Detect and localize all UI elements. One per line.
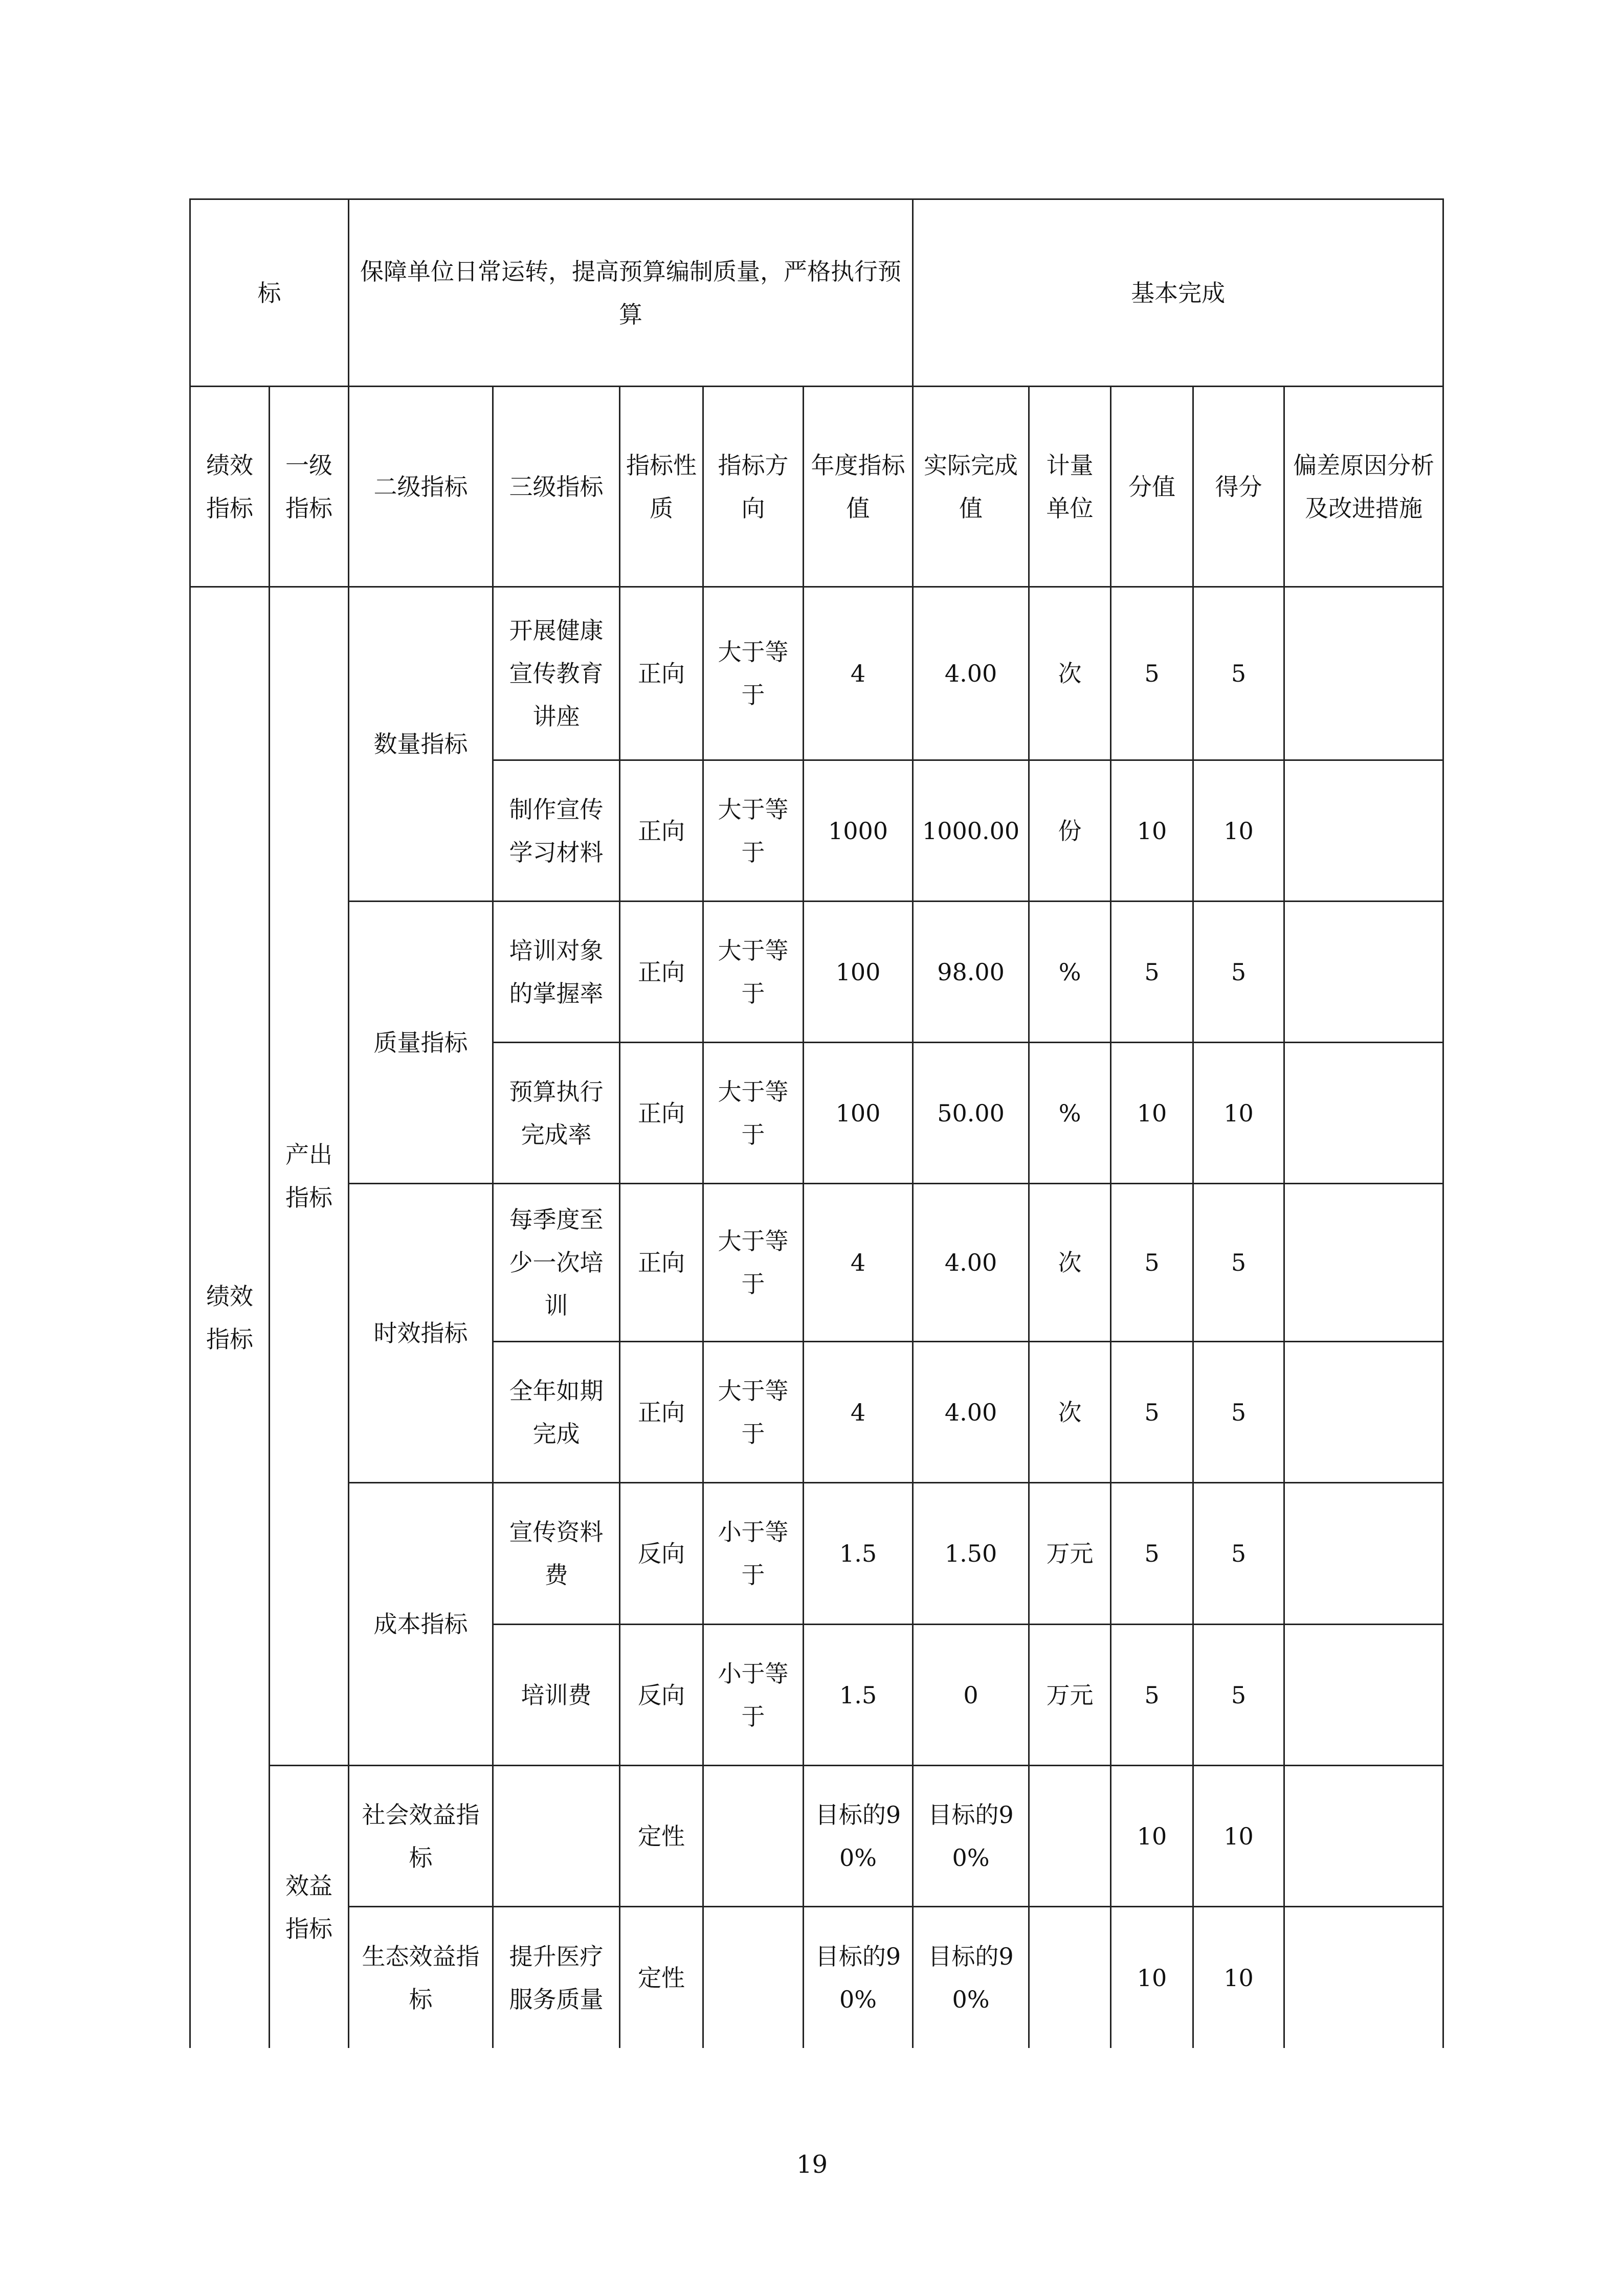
table-row — [190, 1766, 1443, 1907]
header-actual: 实际完成值 — [913, 387, 1029, 587]
deviation-cell — [1284, 587, 1443, 760]
actual-cell: 50.00 — [913, 1043, 1029, 1184]
unit-cell: 次 — [1029, 1342, 1111, 1483]
deviation-cell — [1284, 1043, 1443, 1184]
score-cell: 5 — [1193, 587, 1284, 760]
nature-cell: 反向 — [620, 1483, 703, 1625]
nature-cell: 反向 — [620, 1625, 703, 1766]
annual-target-cell: 4 — [804, 1184, 913, 1342]
level3-cell: 提升医疗服务质量 — [493, 1907, 620, 2048]
level3-cell: 宣传资料费 — [493, 1483, 620, 1625]
level3-cell: 开展健康宣传教育讲座 — [493, 587, 620, 760]
header-annual-target: 年度指标值 — [804, 387, 913, 587]
score-cell: 5 — [1193, 1625, 1284, 1766]
goal-label-cell: 标 — [190, 199, 349, 387]
unit-cell — [1029, 1766, 1111, 1907]
unit-cell: 万元 — [1029, 1483, 1111, 1625]
actual-cell: 目标的90% — [913, 1766, 1029, 1907]
actual-cell: 98.00 — [913, 902, 1029, 1043]
score-cell: 5 — [1193, 1342, 1284, 1483]
level3-cell: 每季度至少一次培训 — [493, 1184, 620, 1342]
page-number: 19 — [796, 2150, 828, 2179]
score-value-cell: 5 — [1111, 902, 1193, 1043]
nature-cell: 定性 — [620, 1907, 703, 2048]
actual-cell: 目标的90% — [913, 1907, 1029, 2048]
score-cell: 5 — [1193, 1483, 1284, 1625]
cost-subgroup-cell: 成本指标 — [349, 1483, 493, 1766]
annual-target-cell: 4 — [804, 1342, 913, 1483]
header-level1: 一级指标 — [270, 387, 349, 587]
nature-cell: 正向 — [620, 587, 703, 760]
header-row — [190, 387, 1443, 587]
annual-target-cell: 目标的90% — [804, 1766, 913, 1907]
score-value-cell: 5 — [1111, 1625, 1193, 1766]
table-row — [190, 902, 1443, 1043]
actual-cell: 1.50 — [913, 1483, 1029, 1625]
unit-cell: 次 — [1029, 1184, 1111, 1342]
header-unit: 计量单位 — [1029, 387, 1111, 587]
deviation-cell — [1284, 1766, 1443, 1907]
deviation-cell — [1284, 1907, 1443, 2048]
header-nature: 指标性质 — [620, 387, 703, 587]
nature-cell: 正向 — [620, 1184, 703, 1342]
level3-cell: 培训对象的掌握率 — [493, 902, 620, 1043]
goal-completion-cell: 基本完成 — [913, 199, 1443, 387]
score-value-cell: 10 — [1111, 1907, 1193, 2048]
level3-cell — [493, 1766, 620, 1907]
nature-cell: 正向 — [620, 760, 703, 902]
nature-cell: 定性 — [620, 1766, 703, 1907]
quality-subgroup-cell: 质量指标 — [349, 902, 493, 1184]
direction-cell: 大于等于 — [703, 1043, 804, 1184]
benefit-group-cell: 效益指标 — [270, 1766, 349, 2048]
annual-target-cell: 目标的90% — [804, 1907, 913, 2048]
score-cell: 5 — [1193, 902, 1284, 1043]
score-value-cell: 5 — [1111, 1184, 1193, 1342]
score-value-cell: 10 — [1111, 1043, 1193, 1184]
deviation-cell — [1284, 1342, 1443, 1483]
header-level2: 二级指标 — [349, 387, 493, 587]
deviation-cell — [1284, 1184, 1443, 1342]
annual-target-cell: 100 — [804, 902, 913, 1043]
table-row — [190, 1907, 1443, 2048]
score-value-cell: 5 — [1111, 587, 1193, 760]
direction-cell — [703, 1766, 804, 1907]
header-level3: 三级指标 — [493, 387, 620, 587]
score-cell: 5 — [1193, 1184, 1284, 1342]
score-value-cell: 5 — [1111, 1483, 1193, 1625]
annual-target-cell: 1000 — [804, 760, 913, 902]
header-direction: 指标方向 — [703, 387, 804, 587]
level3-cell: 制作宣传学习材料 — [493, 760, 620, 902]
annual-target-cell: 1.5 — [804, 1483, 913, 1625]
deviation-cell — [1284, 760, 1443, 902]
actual-cell: 1000.00 — [913, 760, 1029, 902]
unit-cell: 份 — [1029, 760, 1111, 902]
actual-cell: 4.00 — [913, 1342, 1029, 1483]
unit-cell: % — [1029, 1043, 1111, 1184]
actual-cell: 4.00 — [913, 587, 1029, 760]
output-group-cell: 产出指标 — [270, 587, 349, 1766]
score-value-cell: 10 — [1111, 760, 1193, 902]
social-subgroup-cell: 社会效益指标 — [349, 1766, 493, 1907]
nature-cell: 正向 — [620, 902, 703, 1043]
quantity-subgroup-cell: 数量指标 — [349, 587, 493, 901]
annual-target-cell: 4 — [804, 587, 913, 760]
score-cell: 10 — [1193, 1043, 1284, 1184]
direction-cell: 大于等于 — [703, 902, 804, 1043]
header-perf: 绩效指标 — [190, 387, 270, 587]
annual-target-cell: 1.5 — [804, 1625, 913, 1766]
score-cell: 10 — [1193, 760, 1284, 902]
score-cell: 10 — [1193, 1907, 1284, 2048]
deviation-cell — [1284, 1483, 1443, 1625]
actual-cell: 0 — [913, 1625, 1029, 1766]
unit-cell — [1029, 1907, 1111, 2048]
direction-cell: 小于等于 — [703, 1483, 804, 1625]
table-row — [190, 1483, 1443, 1625]
direction-cell: 大于等于 — [703, 587, 804, 760]
timeliness-subgroup-cell: 时效指标 — [349, 1184, 493, 1483]
table-row — [190, 1184, 1443, 1342]
header-deviation: 偏差原因分析及改进措施 — [1284, 387, 1443, 587]
score-cell: 10 — [1193, 1766, 1284, 1907]
score-value-cell: 5 — [1111, 1342, 1193, 1483]
goal-row — [190, 199, 1443, 387]
direction-cell — [703, 1907, 804, 2048]
unit-cell: 万元 — [1029, 1625, 1111, 1766]
deviation-cell — [1284, 902, 1443, 1043]
level3-cell: 预算执行完成率 — [493, 1043, 620, 1184]
direction-cell: 小于等于 — [703, 1625, 804, 1766]
goal-target-cell: 保障单位日常运转，提高预算编制质量，严格执行预算 — [349, 199, 913, 387]
score-value-cell: 10 — [1111, 1766, 1193, 1907]
perf-indicator-cell: 绩效指标 — [190, 587, 270, 2048]
direction-cell: 大于等于 — [703, 760, 804, 902]
annual-target-cell: 100 — [804, 1043, 913, 1184]
unit-cell: % — [1029, 902, 1111, 1043]
unit-cell: 次 — [1029, 587, 1111, 760]
header-score-value: 分值 — [1111, 387, 1193, 587]
table-row — [190, 587, 1443, 760]
direction-cell: 大于等于 — [703, 1342, 804, 1483]
deviation-cell — [1284, 1625, 1443, 1766]
header-score: 得分 — [1193, 387, 1284, 587]
level3-cell: 全年如期完成 — [493, 1342, 620, 1483]
performance-table — [189, 198, 1444, 2048]
ecological-subgroup-cell: 生态效益指标 — [349, 1907, 493, 2048]
nature-cell: 正向 — [620, 1342, 703, 1483]
level3-cell: 培训费 — [493, 1625, 620, 1766]
nature-cell: 正向 — [620, 1043, 703, 1184]
actual-cell: 4.00 — [913, 1184, 1029, 1342]
direction-cell: 大于等于 — [703, 1184, 804, 1342]
